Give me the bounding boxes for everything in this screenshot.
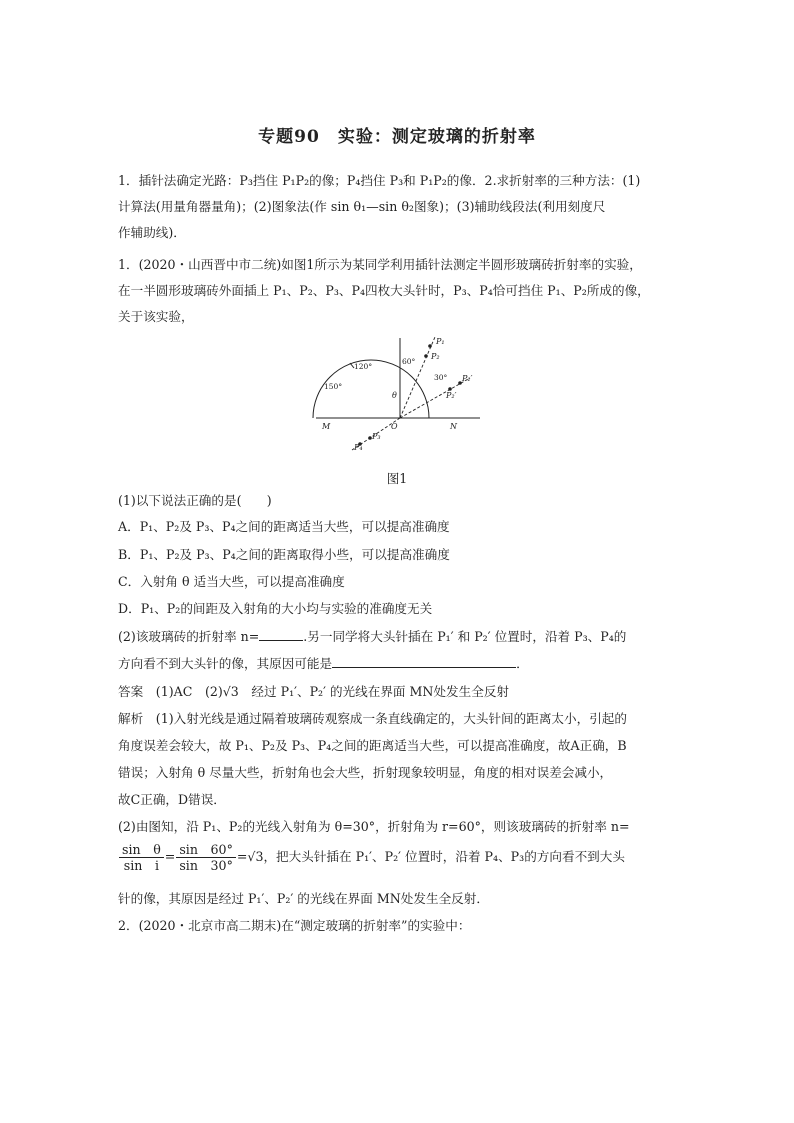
label-120-deg: 120° (354, 362, 373, 371)
option-a: A．P₁、P₂及 P₃、P₄之间的距离适当大些，可以提高准确度 (118, 519, 450, 534)
fraction-1-denominator: sin i (123, 858, 159, 873)
question-1-part-2-line-2 (118, 655, 529, 673)
summary-line-2: 计算法(用量角器量角)；(2)图象法(作 sin θ₁—sin θ₂图象)；(3)辅助线段法(利用刻度尺 (118, 199, 606, 214)
equals-sign: = (164, 849, 176, 864)
analysis-line-2: 角度误差会较大，故 P₁、P₂及 P₃、P₄之间的距离适当大些，可以提高准确度，故A正确，B (118, 738, 627, 753)
answer-line: 答案 (1)AC (2)√3 经过 P₁′、P₂′ 的光线在界面 MN处发生全反射 (118, 684, 510, 699)
fraction-2-numerator: sin 60° (176, 842, 236, 858)
question-2-stem: 2．(2020・北京市高二期末)在“测定玻璃的折射率”的实验中： (118, 918, 471, 933)
fraction-sin60-over-sin30 (176, 842, 236, 873)
label-p3: P₃ (372, 432, 381, 441)
answer-blank-reason (332, 655, 516, 668)
analysis-line-7: 针的像，其原因是经过 P₁′、P₂′ 的光线在界面 MN处发生全反射． (118, 891, 489, 906)
pin-p2 (424, 354, 428, 358)
summary-line-3: 作辅助线)． (118, 225, 186, 240)
figure-1-caption: 图1 (386, 471, 408, 486)
analysis-line-5: (2)由图知，沿 P₁、P₂的光线入射角为 θ=30°，折射角为 r=60°，则该玻璃砖的折射率 n= (118, 819, 630, 834)
fraction-2-denominator: sin 30° (179, 858, 233, 873)
label-theta: θ (392, 391, 397, 400)
label-60-deg: 60° (402, 357, 416, 366)
answer-blank-n (259, 628, 303, 641)
analysis-line-6-tail: =√3，把大头针插在 P₁′、P₂′ 位置时，沿着 P₄、P₃的方向看不到大头 (236, 849, 625, 864)
option-b: B．P₁、P₂及 P₃、P₄之间的距离取得小些，可以提高准确度 (118, 547, 450, 562)
summary-line-1: 1．插针法确定光路：P₃挡住 P₁P₂的像；P₄挡住 P₃和 P₁P₂的像．2.求折射率的三种方法：(1) (118, 173, 641, 188)
question-1-stem-3: 关于该实验， (118, 309, 194, 324)
label-o: O (391, 422, 398, 431)
label-p1: P₁ (436, 337, 445, 346)
analysis-line-3: 错误；入射角 θ 尽量大些，折射角也会大些，折射现象较明显，角度的相对误差会减小， (118, 765, 613, 780)
question-1-part-2-line-1 (118, 628, 626, 646)
label-p4: P₄ (354, 443, 363, 452)
figure-1-diagram (310, 328, 490, 458)
fraction-1-numerator: sin θ (119, 842, 164, 858)
analysis-line-1: 解析 (1)入射光线是通过隔着玻璃砖观察成一条直线确定的，大头针间的距离太小，引起的 (118, 711, 627, 726)
option-c: C．入射角 θ 适当大些，可以提高准确度 (118, 574, 345, 589)
part-2-text-a: (2)该玻璃砖的折射率 n= (118, 629, 260, 644)
page-title: 专题90 实验：测定玻璃的折射率 (258, 127, 536, 147)
analysis-formula-line (118, 842, 625, 873)
question-1-stem-1: 1．(2020・山西晋中市二统)如图1所示为某同学利用插针法测定半圆形玻璃砖折射率的实验， (118, 257, 642, 272)
label-m: M (322, 422, 331, 431)
analysis-line-4: 故C正确，D错误． (118, 792, 226, 807)
label-p2-prime: P₂′ (446, 391, 457, 400)
incident-ray (400, 337, 435, 418)
label-150-deg: 150° (324, 382, 343, 391)
label-p1-prime: P₁′ (462, 374, 473, 383)
part-2-text-d: ． (516, 656, 529, 671)
label-p2: P₂ (431, 352, 440, 361)
fraction-sin-theta-over-sin-i (119, 842, 164, 873)
question-1-stem-2: 在一半圆形玻璃砖外面插上 P₁、P₂、P₃、P₄四枚大头针时，P₃、P₄恰可挡住 P₁、P₂所成的像， (118, 283, 650, 298)
question-1-part-1: (1)以下说法正确的是( ) (118, 493, 272, 508)
part-2-text-c: 方向看不到大头针的像，其原因可能是 (118, 656, 333, 671)
pin-p1 (428, 344, 432, 348)
label-n: N (450, 422, 457, 431)
label-30-deg: 30° (434, 373, 448, 382)
option-d: D．P₁、P₂的间距及入射角的大小均与实验的准确度无关 (118, 601, 433, 616)
part-2-text-b: .另一同学将大头针插在 P₁′ 和 P₂′ 位置时，沿着 P₃、P₄的 (303, 629, 627, 644)
